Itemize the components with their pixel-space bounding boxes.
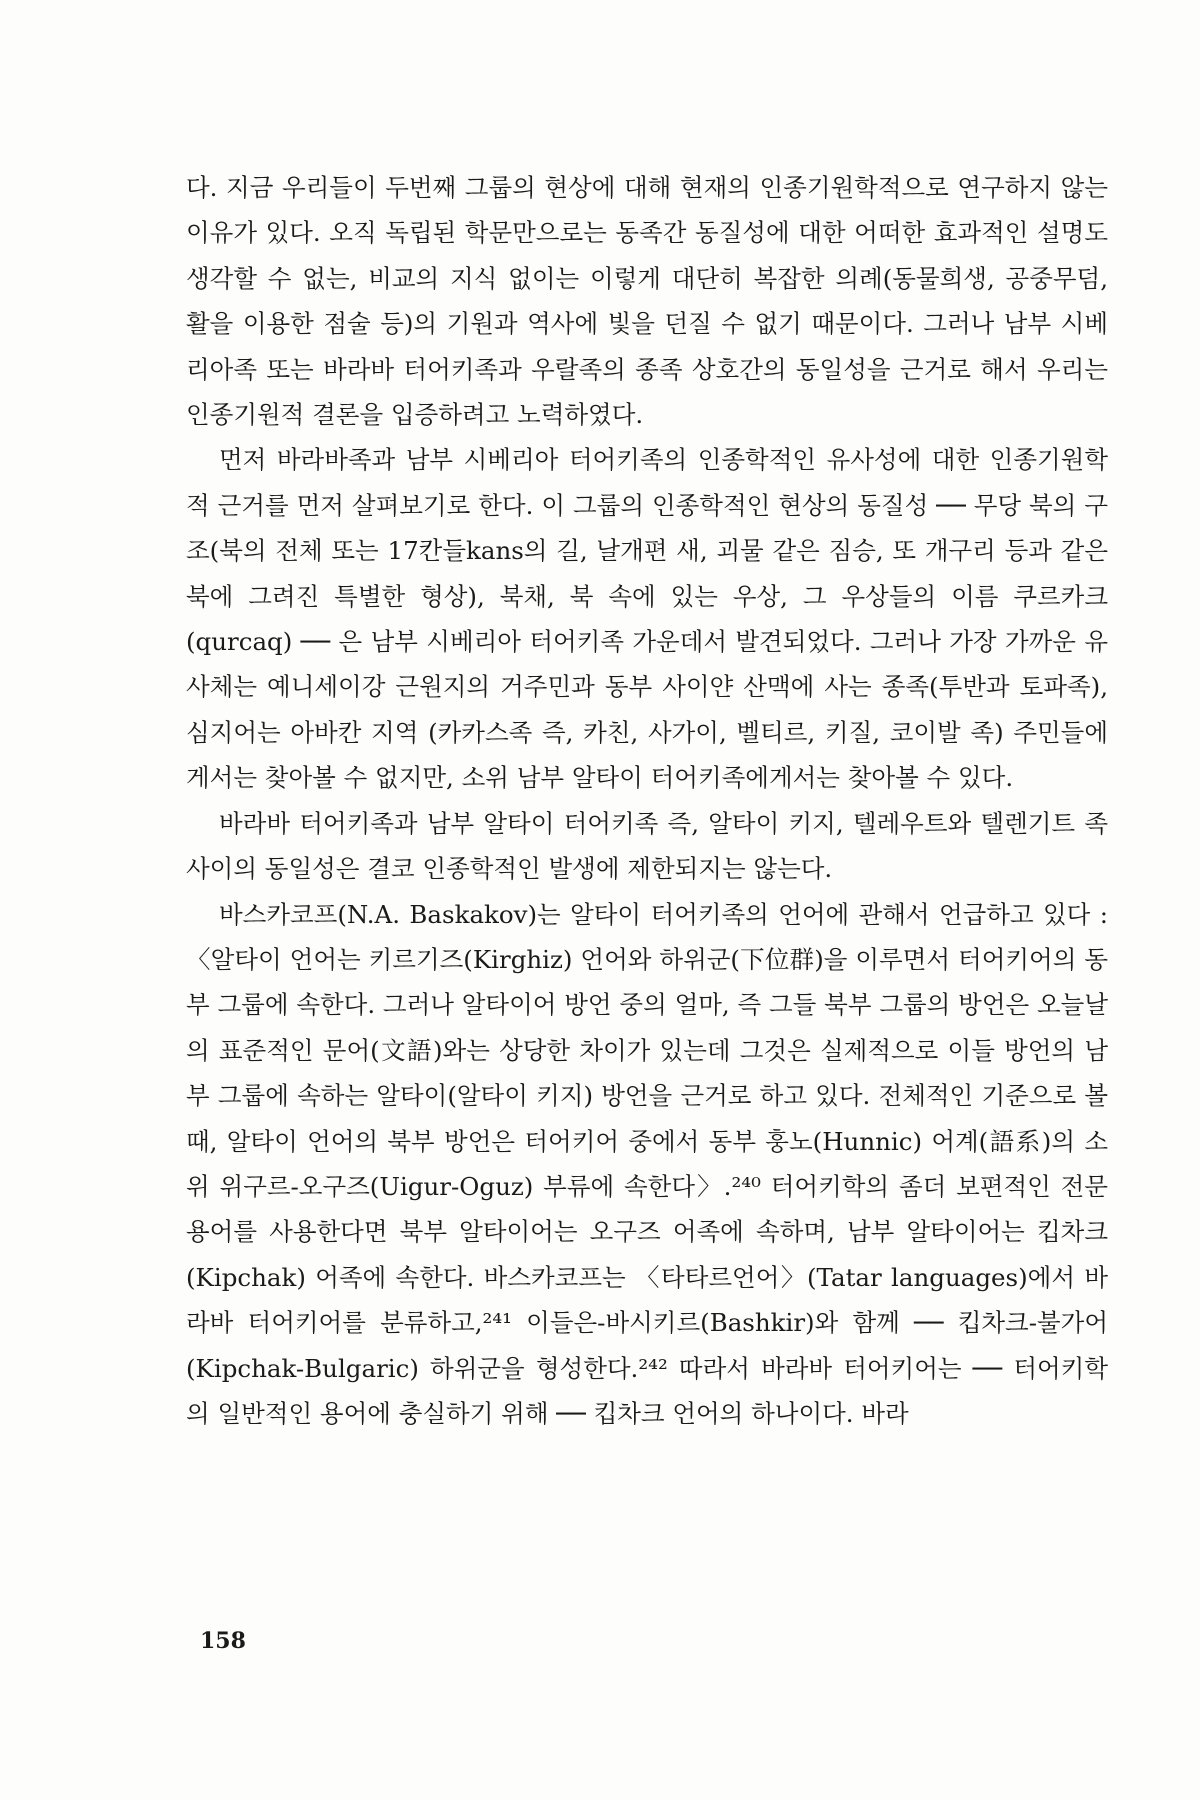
page-number: 158 (200, 1628, 246, 1654)
paragraph-3: 바라바 터어키족과 남부 알타이 터어키족 즉, 알타이 키지, 텔레우트와 텔렌기트 족 사이의 동일성은 결코 인종학적인 발생에 제한되지는 않는다. (186, 808, 1108, 884)
paragraph-2: 먼저 바라바족과 남부 시베리아 터어키족의 인종학적인 유사성에 대한 인종기원학적 근거를 먼저 살펴보기로 한다. 이 그룹의 인종학적인 현상의 동질성 ── 무당 북의 구조(북의 전체 또는 17칸들kans의 길, 날개편 새, 괴물 같은 짐승, 또 개구리 등과 같은 북에 그려진 특별한 형상), 북채, 북 속에 있는 우상, 그 우상들의 이름 쿠르카크(qurcaq) ── 은 남부 시베리아 터어키족 가운데서 발견되었다. 그러나 가장 가까운 유사체는 예니세이강 근원지의 거주민과 동부 사이얀 산맥에 사는 종족(투반과 토파족), 심지어는 아바칸 지역 (카카스족 즉, 카친, 사가이, 벨티르, 키질, 코이발 족) 주민들에게서는 찾아볼 수 없지만, 소위 남부 알타이 터어키족에게서는 찾아볼 수 있다. (186, 445, 1108, 793)
paragraph-1: 다. 지금 우리들이 두번째 그룹의 현상에 대해 현재의 인종기원학적으로 연구하지 않는 이유가 있다. 오직 독립된 학문만으로는 동족간 동질성에 대한 어떠한 효과적인 설명도 생각할 수 없는, 비교의 지식 없이는 이렇게 대단히 복잡한 의례(동물희생, 공중무덤, 활을 이용한 점술 등)의 기원과 역사에 빛을 던질 수 없기 때문이다. 그러나 남부 시베리아족 또는 바라바 터어키족과 우랄족의 종족 상호간의 동일성을 근거로 해서 우리는 인종기원적 결론을 입증하려고 노력하였다. (186, 173, 1108, 430)
paragraph-4: 바스카코프(N.A. Baskakov)는 알타이 터어키족의 언어에 관해서 언급하고 있다 : 〈알타이 언어는 키르기즈(Kirghiz) 언어와 하위군(下位群)을 이루면서 터어키어의 동부 그룹에 속한다. 그러나 알타이어 방언 중의 얼마, 즉 그들 북부 그룹의 방언은 오늘날의 표준적인 문어(文語)와는 상당한 차이가 있는데 그것은 실제적으로 이들 방언의 남부 그룹에 속하는 알타이(알타이 키지) 방언을 근거로 하고 있다. 전체적인 기준으로 볼 때, 알타이 언어의 북부 방언은 터어키어 중에서 동부 훙노(Hunnic) 어계(語系)의 소위 위구르-오구즈(Uigur-Oguz) 부류에 속한다〉.²⁴⁰ 터어키학의 좀더 보편적인 전문 용어를 사용한다면 북부 알타이어는 오구즈 어족에 속하며, 남부 알타이어는 킵차크(Kipchak) 어족에 속한다. 바스카코프는 〈타타르언어〉(Tatar languages)에서 바라바 터어키어를 분류하고,²⁴¹ 이들은-바시키르(Bashkir)와 함께 ── 킵차크-불가어(Kipchak-Bulgaric) 하위군을 형성한다.²⁴² 따라서 바라바 터어키어는 ── 터어키학의 일반적인 용어에 충실하기 위해 ── 킵차크 언어의 하나이다. 바라 (186, 899, 1108, 1428)
body-text (186, 165, 1108, 1436)
